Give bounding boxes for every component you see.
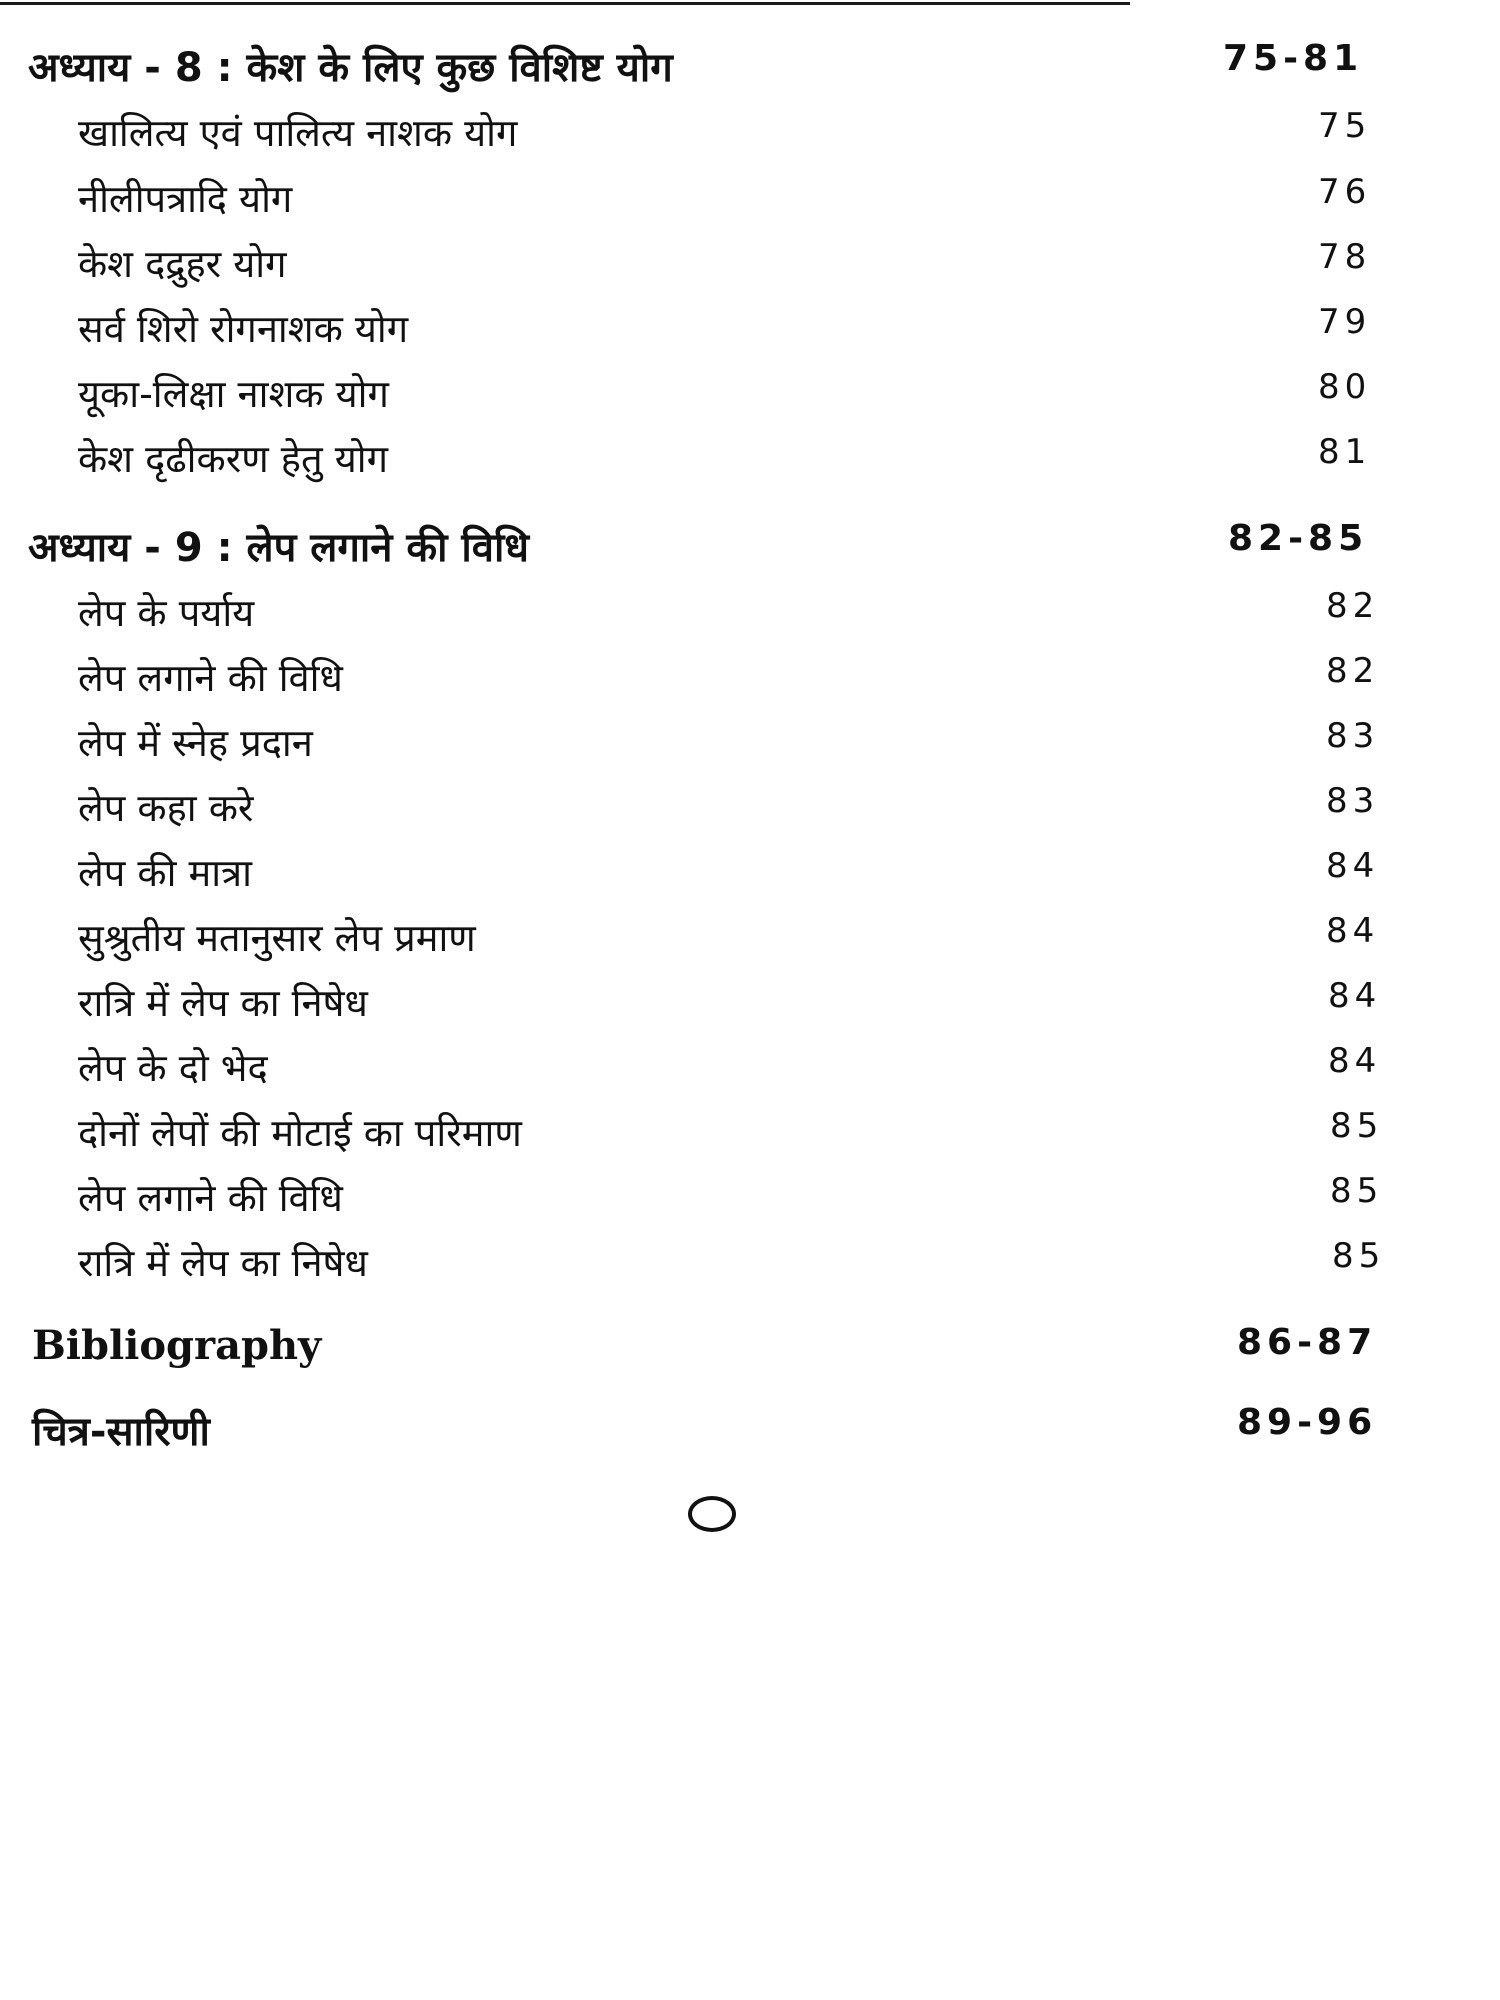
toc-entry [78,781,1378,845]
toc-entry-page: 82 [1326,586,1380,626]
illustrations-heading [32,1402,1382,1466]
toc-entry-page: 84 [1328,976,1382,1016]
toc-entry [78,1236,1386,1300]
toc-entry [78,237,1378,301]
bibliography-heading [32,1322,1382,1386]
toc-entry-title: खालित्य एवं पालित्य नाशक योग [78,111,518,155]
toc-entry-page: 75 [1318,106,1372,146]
toc-entry-page: 83 [1326,781,1380,821]
toc-entry [78,1041,1382,1105]
toc-entry [78,716,1378,780]
toc-entry-page: 83 [1326,716,1380,756]
toc-entry [78,172,1378,236]
illustrations-pages: 89-96 [1237,1402,1378,1443]
toc-entry-title: लेप में स्नेह प्रदान [78,721,313,765]
toc-entry-page: 81 [1318,432,1372,472]
bibliography-title: Bibliography [32,1322,322,1369]
toc-entry [78,586,1378,650]
toc-entry-title: केश दृढीकरण हेतु योग [78,437,388,481]
toc-entry-title: रात्रि में लेप का निषेध [78,981,368,1025]
chapter-8-pages: 75-81 [1223,38,1364,79]
toc-entry-page: 84 [1326,911,1380,951]
chapter-8-title: अध्याय - 8 : केश के लिए कुछ विशिष्ट योग [28,45,673,91]
toc-entry [78,976,1382,1040]
toc-entry-page: 85 [1332,1236,1386,1276]
toc-entry-page: 84 [1328,1041,1382,1081]
toc-entry-title: लेप लगाने की विधि [78,656,343,700]
toc-entry [78,1171,1384,1235]
toc-entry-title: केश दद्रुहर योग [78,242,287,286]
toc-entry-page: 85 [1330,1171,1384,1211]
toc-entry [78,106,1378,170]
toc-entry [78,911,1378,975]
toc-entry-title: नीलीपत्रादि योग [78,177,293,221]
toc-entry-title: लेप के दो भेद [78,1046,268,1090]
toc-entry-title: दोनों लेपों की मोटाई का परिमाण [78,1111,522,1155]
toc-entry-title: सर्व शिरो रोगनाशक योग [78,307,409,351]
toc-entry [78,846,1378,910]
chapter-9-heading [28,518,1378,582]
toc-entry-page: 79 [1318,302,1372,342]
toc-entry-title: लेप के पर्याय [78,591,255,635]
toc-entry [78,651,1378,715]
toc-entry-title: लेप कहा करे [78,786,254,830]
chapter-9-pages: 82-85 [1228,518,1369,559]
toc-entry-title: सुश्रुतीय मतानुसार लेप प्रमाण [78,916,476,960]
toc-entry-title: लेप की मात्रा [78,851,252,895]
top-rule [0,2,1130,5]
toc-entry-title: यूका-लिक्षा नाशक योग [78,372,389,416]
toc-entry-title: रात्रि में लेप का निषेध [78,1241,368,1285]
toc-entry-page: 80 [1318,367,1372,407]
toc-entry-page: 76 [1318,172,1372,212]
toc-entry [78,432,1378,496]
illustrations-title: चित्र-सारिणी [32,1409,210,1455]
toc-entry-page: 82 [1326,651,1380,691]
chapter-8-heading [28,38,1378,102]
toc-entry-page: 85 [1330,1106,1384,1146]
toc-entry [78,302,1378,366]
bibliography-pages: 86-87 [1237,1322,1378,1363]
toc-entry-page: 84 [1326,846,1380,886]
toc-entry-page: 78 [1318,237,1372,277]
chapter-9-title: अध्याय - 9 : लेप लगाने की विधि [28,525,529,571]
end-of-section-mark [688,1496,736,1532]
toc-entry-title: लेप लगाने की विधि [78,1176,343,1220]
toc-entry [78,367,1378,431]
toc-entry [78,1106,1384,1170]
